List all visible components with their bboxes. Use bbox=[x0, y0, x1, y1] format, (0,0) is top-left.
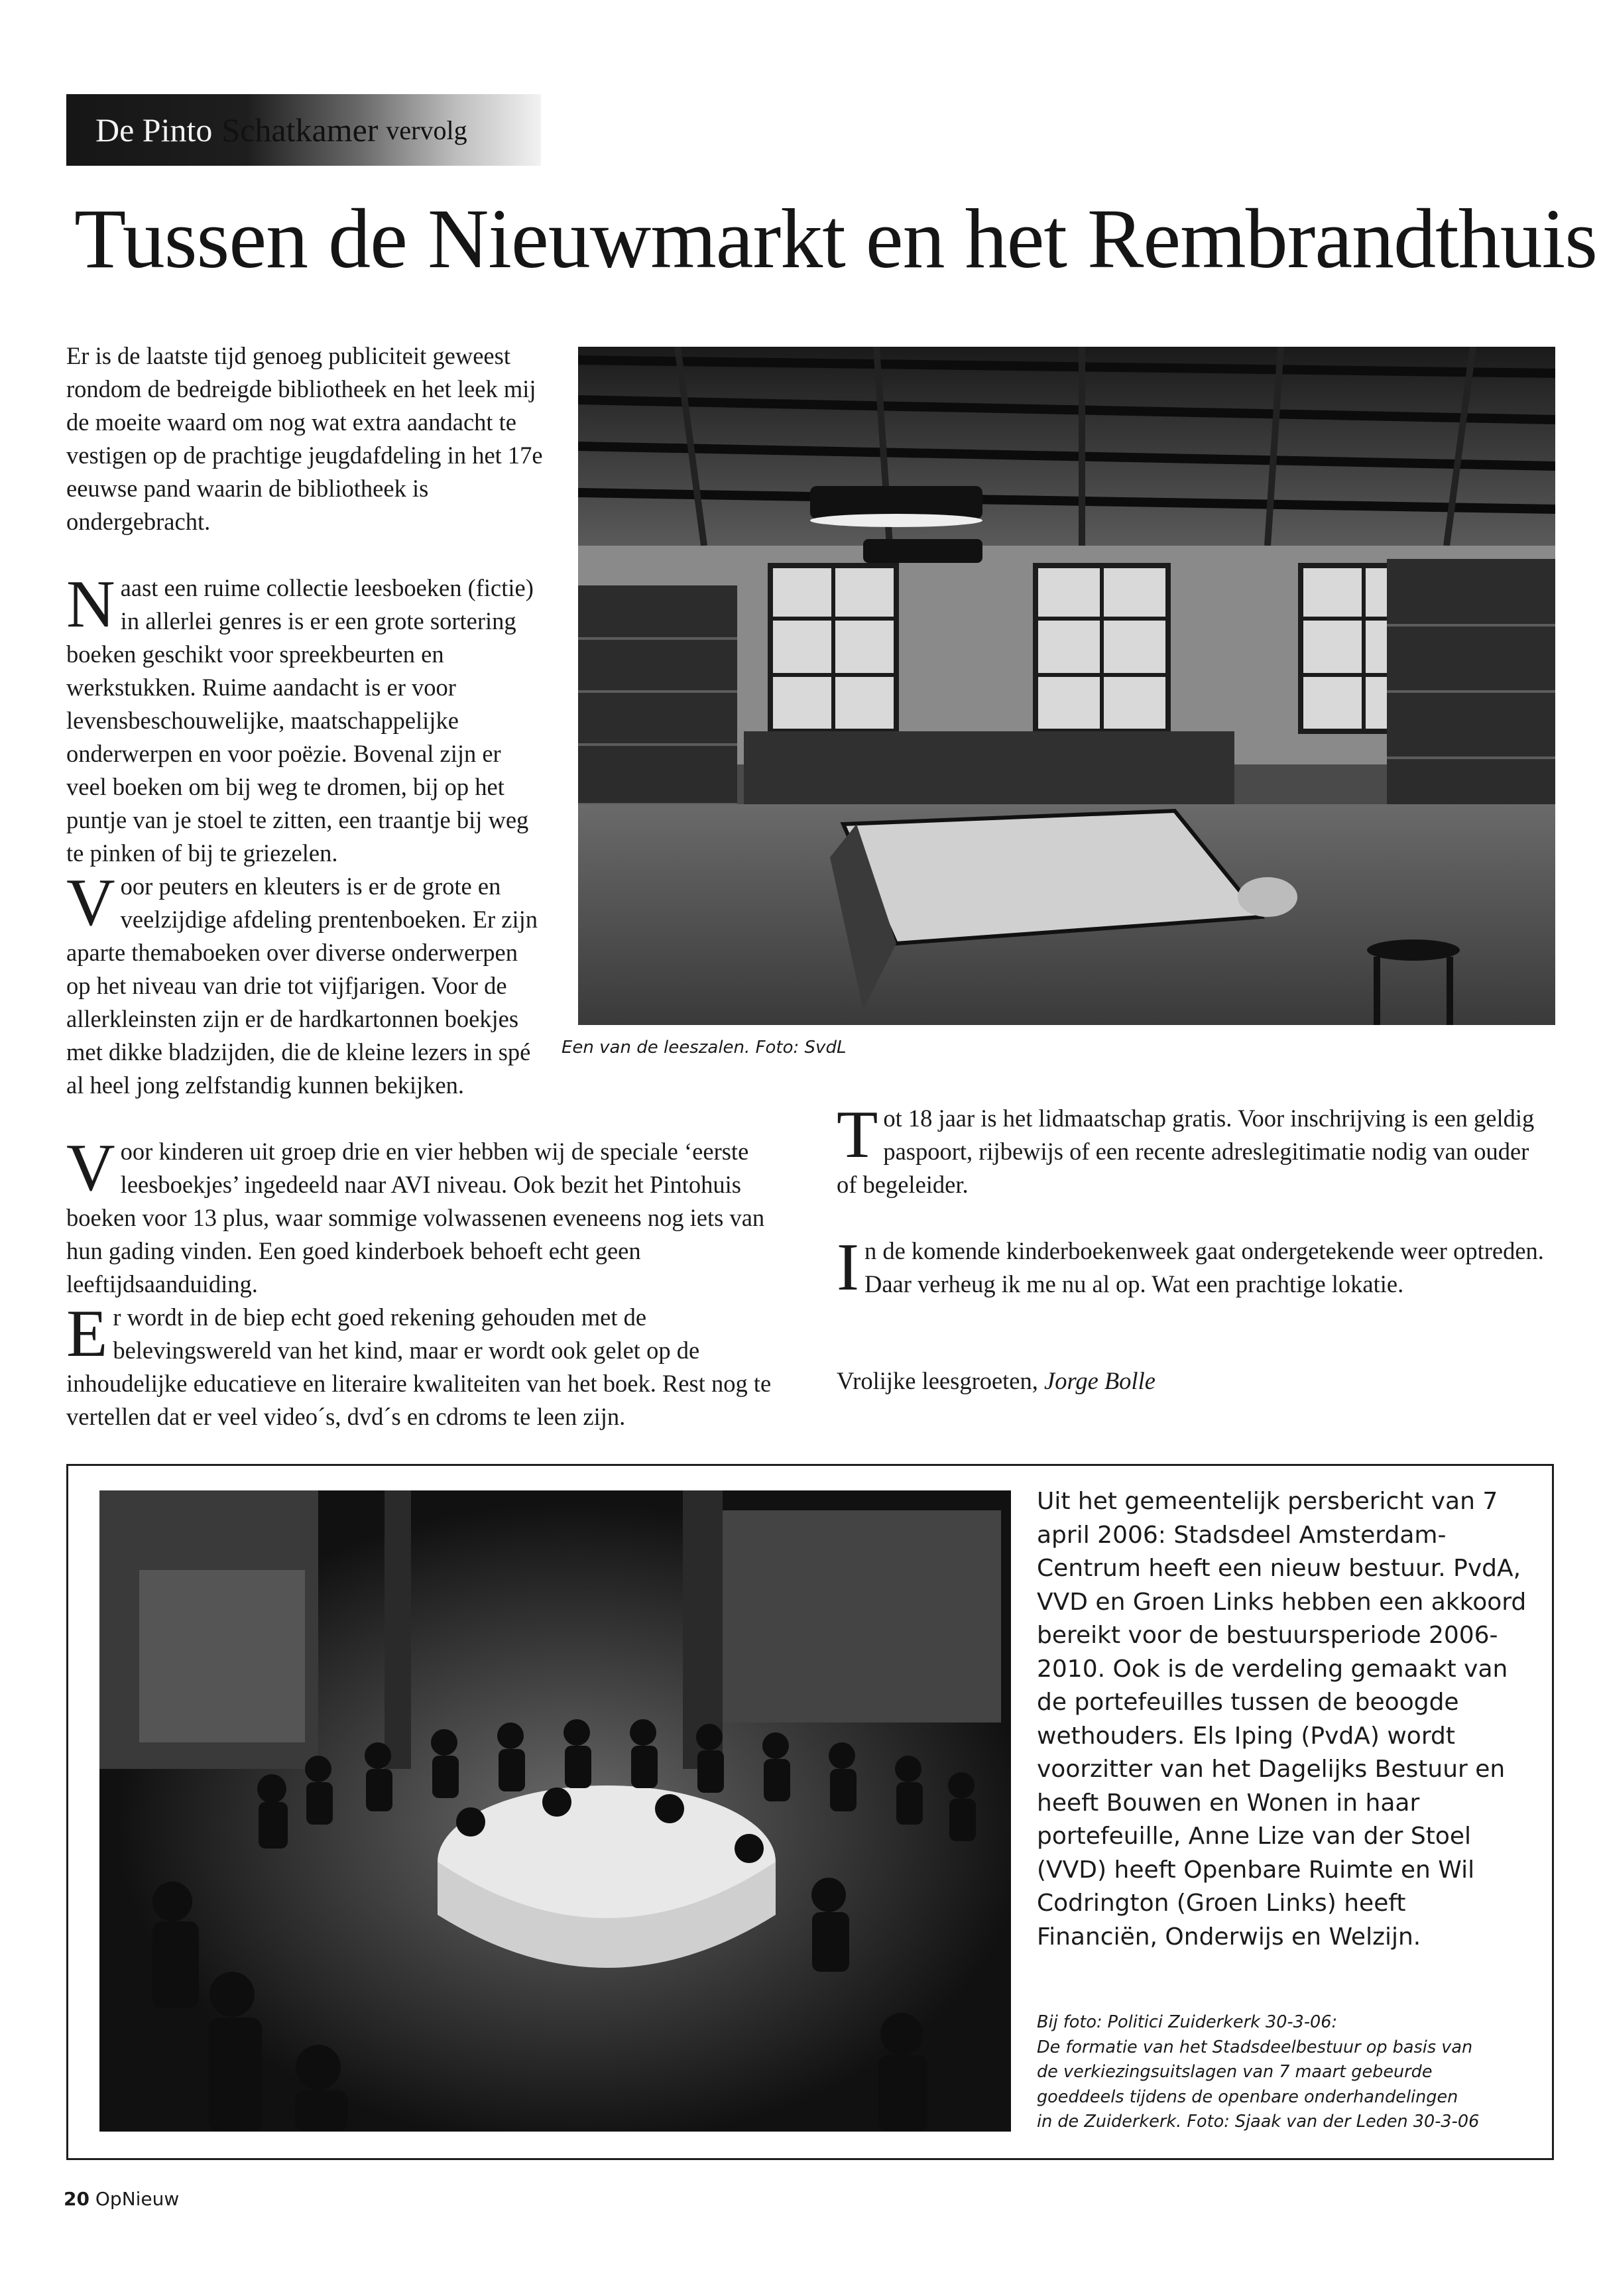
signoff bbox=[837, 1364, 1554, 1398]
caption-line: goeddeels tijdens de openbare onderhandelingen bbox=[1037, 2086, 1458, 2107]
caption-line: Bij foto: Politici Zuiderkerk 30-3-06: bbox=[1037, 2012, 1338, 2032]
section-banner bbox=[66, 94, 541, 166]
drop-cap: V bbox=[66, 1130, 115, 1205]
paragraph-library bbox=[66, 1296, 802, 1433]
signoff-text: Vrolijke leesgroeten, bbox=[837, 1367, 1038, 1394]
drop-cap: N bbox=[66, 567, 115, 642]
library-reading-room-photo bbox=[578, 347, 1555, 1025]
banner-text-3: vervolg bbox=[386, 115, 467, 145]
photo-caption: Een van de leeszalen. Foto: SvdL bbox=[562, 1038, 847, 1057]
author-name: Jorge Bolle bbox=[1044, 1367, 1155, 1394]
paragraph-toddlers-text: oor peuters en kleuters is er de grote en veelzijdige afdeling prentenboeken. Er zijn aparte themaboeken over diverse onderwerpen op het niveau van drie tot vijfjarigen. Voor de allerkleinsten zijn er de hardkartonnen boekjes met dikke bladzijden, die de kleine lezers in spé al heel jong zelfstandig kunnen bekijken. bbox=[66, 873, 538, 1099]
photo-caption-box bbox=[1037, 2010, 1527, 2135]
magazine-name: OpNieuw bbox=[95, 2188, 180, 2210]
drop-cap: I bbox=[837, 1230, 859, 1305]
press-release-text: Uit het gemeentelijk persbericht van 7 april 2006: Stadsdeel Amsterdam-Centrum heeft een nieuw bestuur. PvdA, VVD en Groen Links hebben een akkoord bereikt voor de bestuursperiode 2006-2010. Ook is de verdeling gemaakt van de portefeuilles tussen de beoogde wethouders. Els Iping (PvdA) wordt voorzitter van het Dagelijks Bestuur en heeft Bouwen en Wonen in haar portefeuille, Anne Lize van der Stoel (VVD) heeft Openbare Ruimte en Wil Codrington (Groen Links) heeft Financiën, Onderwijs en Welzijn. bbox=[1037, 1488, 1527, 1951]
paragraph-readers bbox=[66, 1130, 802, 1301]
drop-cap: E bbox=[66, 1296, 108, 1371]
paragraph-readers-text: oor kinderen uit groep drie en vier hebben wij de speciale ‘eerste leesboekjes’ ingedeeld naar AVI niveau. Ook bezit het Pintohuis boeken voor 13 plus, waar sommige volwassenen eveneens nog iets van hun gading vinden. Een goed kinderboek behoeft echt geen leeftijdsaanduiding. bbox=[66, 1138, 765, 1298]
paragraph-collection bbox=[66, 567, 544, 870]
page-number: 20 bbox=[64, 2188, 89, 2210]
banner-text-2: Schatkamer bbox=[221, 111, 379, 149]
paragraph-intro bbox=[66, 339, 544, 538]
paragraph-bookweek bbox=[837, 1230, 1554, 1305]
paragraph-toddlers bbox=[66, 865, 544, 1102]
paragraph-intro-text: Er is de laatste tijd genoeg publiciteit geweest rondom de bedreigde bibliotheek en het leek mij de moeite waard om nog wat extra aandacht te vestigen op de prachtige jeugdafdeling in het 17e eeuwse pand waarin de bibliotheek is ondergebracht. bbox=[66, 342, 543, 535]
banner-text-1: De Pinto bbox=[95, 111, 213, 149]
paragraph-membership bbox=[837, 1097, 1554, 1201]
caption-line: De formatie van het Stadsdeelbestuur op basis van bbox=[1037, 2037, 1473, 2057]
caption-line: in de Zuiderkerk. Foto: Sjaak van der Leden 30-3-06 bbox=[1037, 2112, 1480, 2132]
page-footer bbox=[64, 2188, 179, 2210]
drop-cap: T bbox=[837, 1097, 878, 1172]
paragraph-library-text: r wordt in de biep echt goed rekening gehouden met de belevingswereld van het kind, maar er wordt ook gelet op de inhoudelijke educatieve en literaire kwaliteiten van het boek. Rest nog te vertellen dat er veel video´s, dvd´s en cdroms te leen zijn. bbox=[66, 1303, 772, 1430]
article-headline: Tussen de Nieuwmarkt en het Rembrandthuis bbox=[74, 192, 1598, 286]
drop-cap: V bbox=[66, 865, 115, 940]
paragraph-bookweek-text: n de komende kinderboekenweek gaat ondergetekende weer optreden. Daar verheug ik me nu al op. Wat een prachtige lokatie. bbox=[864, 1237, 1544, 1298]
zuiderkerk-meeting-photo bbox=[99, 1490, 1011, 2132]
caption-line: de verkiezingsuitslagen van 7 maart gebeurde bbox=[1037, 2062, 1433, 2082]
paragraph-collection-text: aast een ruime collectie leesboeken (fictie) in allerlei genres is er een grote sortering boeken geschikt voor spreekbeurten en werkstukken. Ruime aandacht is er voor levensbeschouwelijke, maatschappelijke onderwerpen en voor poëzie. Bovenal zijn er veel boeken om bij weg te dromen, bij op het puntje van je stoel te zitten, een traantje bij weg te pinken of bij te griezelen. bbox=[66, 574, 534, 867]
paragraph-membership-text: ot 18 jaar is het lidmaatschap gratis. Voor inschrijving is een geldig paspoort, rijbewijs of een recente adreslegitimatie nodig van ouder of begeleider. bbox=[837, 1105, 1535, 1198]
